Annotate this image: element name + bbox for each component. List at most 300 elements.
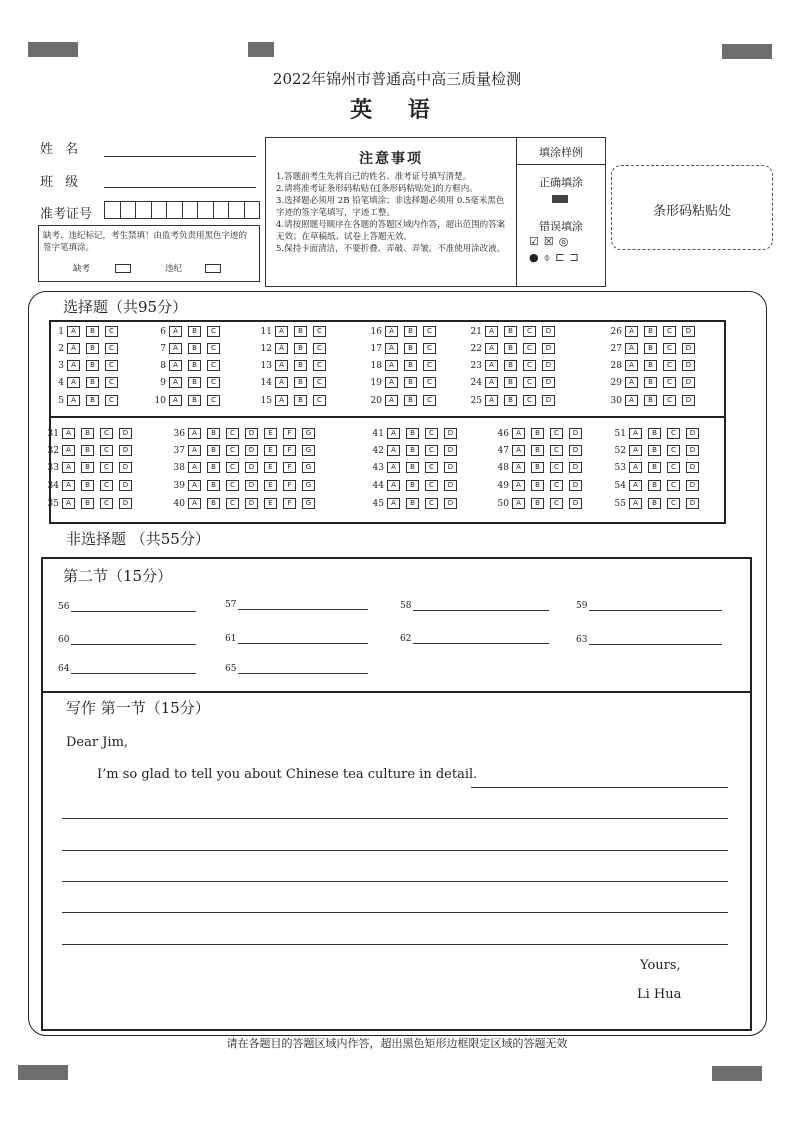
option-11-a[interactable]: A: [275, 326, 288, 337]
option-4-a[interactable]: A: [67, 377, 80, 388]
option-33-b[interactable]: B: [81, 462, 94, 473]
option-31-c[interactable]: C: [100, 428, 113, 439]
option-47-a[interactable]: A: [512, 445, 525, 456]
question-18: [368, 360, 442, 371]
option-52-d[interactable]: D: [686, 445, 699, 456]
option-22-c[interactable]: C: [523, 343, 536, 354]
question-9: [152, 377, 226, 388]
option-47-d[interactable]: D: [569, 445, 582, 456]
option-26-b[interactable]: B: [644, 326, 657, 337]
option-36-e[interactable]: E: [264, 428, 277, 439]
option-40-c[interactable]: C: [226, 498, 239, 509]
option-22-b[interactable]: B: [504, 343, 517, 354]
option-44-c[interactable]: C: [425, 480, 438, 491]
question-number: 24: [470, 377, 482, 388]
question-number: 27: [610, 343, 622, 354]
writing-line-3[interactable]: [62, 881, 728, 882]
option-14-b[interactable]: B: [294, 377, 307, 388]
question-1: [50, 326, 124, 337]
option-48-b[interactable]: B: [531, 462, 544, 473]
notice-item: 5.保持卡面清洁，不要折叠、弄破、弄皱，不准使用涂改液。: [276, 244, 506, 254]
blank-57[interactable]: 57: [225, 599, 368, 610]
option-37-g[interactable]: G: [302, 445, 315, 456]
writing-line-1[interactable]: [62, 818, 728, 819]
option-31-b[interactable]: B: [81, 428, 94, 439]
option-28-d[interactable]: D: [682, 360, 695, 371]
option-41-c[interactable]: C: [425, 428, 438, 439]
writing-line-0[interactable]: [471, 787, 728, 788]
question-number: 40: [173, 498, 185, 509]
option-8-b[interactable]: B: [188, 360, 201, 371]
question-number: 2: [58, 343, 64, 354]
option-39-g[interactable]: G: [302, 480, 315, 491]
option-53-a[interactable]: A: [629, 462, 642, 473]
option-20-a[interactable]: A: [385, 395, 398, 406]
question-22: [468, 343, 561, 354]
option-37-e[interactable]: E: [264, 445, 277, 456]
divider: [517, 164, 605, 165]
option-54-a[interactable]: A: [629, 480, 642, 491]
option-29-a[interactable]: A: [625, 377, 638, 388]
option-40-e[interactable]: E: [264, 498, 277, 509]
option-42-b[interactable]: B: [406, 445, 419, 456]
option-28-a[interactable]: A: [625, 360, 638, 371]
option-51-d[interactable]: D: [686, 428, 699, 439]
option-5-a[interactable]: A: [67, 395, 80, 406]
question-number: 33: [47, 462, 59, 473]
blank-60[interactable]: 60: [58, 634, 196, 645]
option-13-a[interactable]: A: [275, 360, 288, 371]
option-34-d[interactable]: D: [119, 480, 132, 491]
writing-box: [41, 689, 752, 1031]
question-number: 9: [160, 377, 166, 388]
option-49-a[interactable]: A: [512, 480, 525, 491]
option-27-d[interactable]: D: [682, 343, 695, 354]
option-43-b[interactable]: B: [406, 462, 419, 473]
option-40-f[interactable]: F: [283, 498, 296, 509]
question-13: [258, 360, 332, 371]
blank-59[interactable]: 59: [576, 600, 722, 611]
option-38-a[interactable]: A: [188, 462, 201, 473]
question-19: [368, 377, 442, 388]
option-21-c[interactable]: C: [523, 326, 536, 337]
option-38-f[interactable]: F: [283, 462, 296, 473]
class-field[interactable]: [104, 187, 256, 188]
option-24-b[interactable]: B: [504, 377, 517, 388]
option-35-a[interactable]: A: [62, 498, 75, 509]
option-9-b[interactable]: B: [188, 377, 201, 388]
option-52-a[interactable]: A: [629, 445, 642, 456]
option-6-c[interactable]: C: [207, 326, 220, 337]
option-43-a[interactable]: A: [387, 462, 400, 473]
option-28-b[interactable]: B: [644, 360, 657, 371]
question-number: 39: [173, 480, 185, 491]
question-14: [258, 377, 332, 388]
option-36-d[interactable]: D: [245, 428, 258, 439]
option-39-c[interactable]: C: [226, 480, 239, 491]
option-6-a[interactable]: A: [169, 326, 182, 337]
notice-item: 4.请按照题号顺序在各题的答题区域内作答，超出范围的答案无效；在草稿纸、试卷上答题无效。: [276, 220, 506, 242]
question-2: [50, 343, 124, 354]
option-10-b[interactable]: B: [188, 395, 201, 406]
option-10-a[interactable]: A: [169, 395, 182, 406]
option-5-b[interactable]: B: [86, 395, 99, 406]
option-40-g[interactable]: G: [302, 498, 315, 509]
option-52-b[interactable]: B: [648, 445, 661, 456]
option-15-b[interactable]: B: [294, 395, 307, 406]
alignment-mark-bottom-right: [712, 1066, 762, 1081]
writing-signature: Li Hua: [637, 987, 682, 1002]
absent-label: 缺考: [73, 264, 91, 274]
notice-box: [265, 137, 517, 287]
option-43-d[interactable]: D: [444, 462, 457, 473]
option-22-a[interactable]: A: [485, 343, 498, 354]
question-24: [468, 377, 561, 388]
option-23-b[interactable]: B: [504, 360, 517, 371]
option-49-b[interactable]: B: [531, 480, 544, 491]
option-28-c[interactable]: C: [663, 360, 676, 371]
option-41-b[interactable]: B: [406, 428, 419, 439]
option-13-c[interactable]: C: [313, 360, 326, 371]
option-21-a[interactable]: A: [485, 326, 498, 337]
option-44-a[interactable]: A: [387, 480, 400, 491]
option-53-c[interactable]: C: [667, 462, 680, 473]
question-number: 20: [370, 395, 382, 406]
option-26-c[interactable]: C: [663, 326, 676, 337]
question-number: 13: [260, 360, 272, 371]
id-number-boxes[interactable]: [104, 201, 260, 219]
blank-61[interactable]: 61: [225, 633, 368, 644]
option-53-b[interactable]: B: [648, 462, 661, 473]
blank-58[interactable]: 58: [400, 600, 549, 611]
option-12-c[interactable]: C: [313, 343, 326, 354]
option-24-a[interactable]: A: [485, 377, 498, 388]
option-19-a[interactable]: A: [385, 377, 398, 388]
option-45-b[interactable]: B: [406, 498, 419, 509]
option-29-b[interactable]: B: [644, 377, 657, 388]
option-46-c[interactable]: C: [550, 428, 563, 439]
option-48-c[interactable]: C: [550, 462, 563, 473]
option-23-d[interactable]: D: [542, 360, 555, 371]
option-5-c[interactable]: C: [105, 395, 118, 406]
option-16-a[interactable]: A: [385, 326, 398, 337]
option-45-d[interactable]: D: [444, 498, 457, 509]
option-31-d[interactable]: D: [119, 428, 132, 439]
option-12-b[interactable]: B: [294, 343, 307, 354]
option-29-d[interactable]: D: [682, 377, 695, 388]
option-13-b[interactable]: B: [294, 360, 307, 371]
option-15-a[interactable]: A: [275, 395, 288, 406]
option-42-d[interactable]: D: [444, 445, 457, 456]
blank-62[interactable]: 62: [400, 633, 549, 644]
option-1-b[interactable]: B: [86, 326, 99, 337]
option-41-a[interactable]: A: [387, 428, 400, 439]
option-20-b[interactable]: B: [404, 395, 417, 406]
question-36: [171, 428, 321, 439]
option-37-b[interactable]: B: [207, 445, 220, 456]
option-32-d[interactable]: D: [119, 445, 132, 456]
option-9-c[interactable]: C: [207, 377, 220, 388]
option-55-b[interactable]: B: [648, 498, 661, 509]
choice-section-title: 选择题（共95分）: [63, 298, 188, 316]
option-7-c[interactable]: C: [207, 343, 220, 354]
barcode-label: 条形码粘贴处: [652, 204, 731, 219]
option-17-c[interactable]: C: [423, 343, 436, 354]
option-8-c[interactable]: C: [207, 360, 220, 371]
option-54-d[interactable]: D: [686, 480, 699, 491]
option-37-c[interactable]: C: [226, 445, 239, 456]
notice-item: 1.答题前考生先将自己的姓名、准考证号填写清楚。: [276, 172, 472, 182]
option-30-b[interactable]: B: [644, 395, 657, 406]
option-11-b[interactable]: B: [294, 326, 307, 337]
option-17-a[interactable]: A: [385, 343, 398, 354]
option-39-b[interactable]: B: [207, 480, 220, 491]
option-32-b[interactable]: B: [81, 445, 94, 456]
option-39-d[interactable]: D: [245, 480, 258, 491]
option-54-b[interactable]: B: [648, 480, 661, 491]
option-37-a[interactable]: A: [188, 445, 201, 456]
question-45: [370, 498, 463, 509]
option-16-c[interactable]: C: [423, 326, 436, 337]
option-18-a[interactable]: A: [385, 360, 398, 371]
question-number: 31: [47, 428, 59, 439]
option-4-c[interactable]: C: [105, 377, 118, 388]
option-33-a[interactable]: A: [62, 462, 75, 473]
option-36-f[interactable]: F: [283, 428, 296, 439]
option-23-a[interactable]: A: [485, 360, 498, 371]
option-7-a[interactable]: A: [169, 343, 182, 354]
option-11-c[interactable]: C: [313, 326, 326, 337]
option-38-g[interactable]: G: [302, 462, 315, 473]
option-37-f[interactable]: F: [283, 445, 296, 456]
option-17-b[interactable]: B: [404, 343, 417, 354]
option-36-b[interactable]: B: [207, 428, 220, 439]
option-48-d[interactable]: D: [569, 462, 582, 473]
option-48-a[interactable]: A: [512, 462, 525, 473]
option-34-a[interactable]: A: [62, 480, 75, 491]
option-20-c[interactable]: C: [423, 395, 436, 406]
writing-line-4[interactable]: [62, 912, 728, 913]
option-51-c[interactable]: C: [667, 428, 680, 439]
option-10-c[interactable]: C: [207, 395, 220, 406]
option-32-c[interactable]: C: [100, 445, 113, 456]
option-1-a[interactable]: A: [67, 326, 80, 337]
option-33-c[interactable]: C: [100, 462, 113, 473]
option-14-c[interactable]: C: [313, 377, 326, 388]
question-number: 53: [614, 462, 626, 473]
blank-63[interactable]: 63: [576, 634, 722, 645]
option-25-b[interactable]: B: [504, 395, 517, 406]
option-27-b[interactable]: B: [644, 343, 657, 354]
option-35-b[interactable]: B: [81, 498, 94, 509]
option-34-c[interactable]: C: [100, 480, 113, 491]
option-21-d[interactable]: D: [542, 326, 555, 337]
question-49: [495, 480, 588, 491]
question-number: 47: [497, 445, 509, 456]
writing-line-5[interactable]: [62, 944, 728, 945]
option-25-d[interactable]: D: [542, 395, 555, 406]
question-number: 6: [160, 326, 166, 337]
option-38-b[interactable]: B: [207, 462, 220, 473]
option-7-b[interactable]: B: [188, 343, 201, 354]
option-3-c[interactable]: C: [105, 360, 118, 371]
option-54-c[interactable]: C: [667, 480, 680, 491]
fill-sample-box: [516, 137, 606, 287]
question-number: 44: [372, 480, 384, 491]
option-26-d[interactable]: D: [682, 326, 695, 337]
option-55-d[interactable]: D: [686, 498, 699, 509]
option-45-c[interactable]: C: [425, 498, 438, 509]
option-23-c[interactable]: C: [523, 360, 536, 371]
question-number: 23: [470, 360, 482, 371]
writing-line-2[interactable]: [62, 850, 728, 851]
option-19-c[interactable]: C: [423, 377, 436, 388]
option-26-a[interactable]: A: [625, 326, 638, 337]
option-55-c[interactable]: C: [667, 498, 680, 509]
question-7: [152, 343, 226, 354]
option-55-a[interactable]: A: [629, 498, 642, 509]
option-25-a[interactable]: A: [485, 395, 498, 406]
option-2-a[interactable]: A: [67, 343, 80, 354]
option-30-c[interactable]: C: [663, 395, 676, 406]
option-43-c[interactable]: C: [425, 462, 438, 473]
checked-box-icon: ☑: [529, 235, 544, 248]
option-2-c[interactable]: C: [105, 343, 118, 354]
notice-item: 2.请将准考证条形码粘贴在[条形码粘贴处]的方框内。: [276, 184, 478, 194]
option-40-b[interactable]: B: [207, 498, 220, 509]
option-35-d[interactable]: D: [119, 498, 132, 509]
option-44-d[interactable]: D: [444, 480, 457, 491]
question-number: 29: [610, 377, 622, 388]
option-41-d[interactable]: D: [444, 428, 457, 439]
option-4-b[interactable]: B: [86, 377, 99, 388]
option-34-b[interactable]: B: [81, 480, 94, 491]
question-39: [171, 480, 321, 491]
nonchoice-section-title: 非选择题 （共55分）: [66, 530, 210, 548]
option-16-b[interactable]: B: [404, 326, 417, 337]
option-46-a[interactable]: A: [512, 428, 525, 439]
option-37-d[interactable]: D: [245, 445, 258, 456]
violation-label: 违纪: [165, 264, 183, 274]
option-27-c[interactable]: C: [663, 343, 676, 354]
option-31-a[interactable]: A: [62, 428, 75, 439]
option-52-c[interactable]: C: [667, 445, 680, 456]
question-37: [171, 445, 321, 456]
option-24-d[interactable]: D: [542, 377, 555, 388]
absent-checkbox[interactable]: [115, 264, 131, 273]
question-46: [495, 428, 588, 439]
option-36-g[interactable]: G: [302, 428, 315, 439]
option-1-c[interactable]: C: [105, 326, 118, 337]
option-22-d[interactable]: D: [542, 343, 555, 354]
option-14-a[interactable]: A: [275, 377, 288, 388]
question-20: [368, 395, 442, 406]
option-30-d[interactable]: D: [682, 395, 695, 406]
option-40-a[interactable]: A: [188, 498, 201, 509]
option-53-d[interactable]: D: [686, 462, 699, 473]
absence-box: [38, 225, 260, 282]
blank-65[interactable]: 65: [225, 663, 368, 674]
option-38-d[interactable]: D: [245, 462, 258, 473]
option-18-c[interactable]: C: [423, 360, 436, 371]
question-47: [495, 445, 588, 456]
option-12-a[interactable]: A: [275, 343, 288, 354]
option-25-c[interactable]: C: [523, 395, 536, 406]
option-49-d[interactable]: D: [569, 480, 582, 491]
wrong-fill-marks-row1: [529, 235, 573, 248]
option-35-c[interactable]: C: [100, 498, 113, 509]
option-39-e[interactable]: E: [264, 480, 277, 491]
option-50-a[interactable]: A: [512, 498, 525, 509]
option-46-d[interactable]: D: [569, 428, 582, 439]
blank-56[interactable]: 56: [58, 601, 196, 612]
option-38-c[interactable]: C: [226, 462, 239, 473]
name-field[interactable]: [104, 156, 256, 157]
question-6: [152, 326, 226, 337]
alignment-mark-top-left: [28, 42, 78, 57]
option-39-f[interactable]: F: [283, 480, 296, 491]
option-51-b[interactable]: B: [648, 428, 661, 439]
option-44-b[interactable]: B: [406, 480, 419, 491]
option-19-b[interactable]: B: [404, 377, 417, 388]
option-15-c[interactable]: C: [313, 395, 326, 406]
option-36-a[interactable]: A: [188, 428, 201, 439]
option-39-a[interactable]: A: [188, 480, 201, 491]
option-3-a[interactable]: A: [67, 360, 80, 371]
question-number: 35: [47, 498, 59, 509]
option-47-b[interactable]: B: [531, 445, 544, 456]
option-3-b[interactable]: B: [86, 360, 99, 371]
option-45-a[interactable]: A: [387, 498, 400, 509]
question-number: 54: [614, 480, 626, 491]
option-18-b[interactable]: B: [404, 360, 417, 371]
option-2-b[interactable]: B: [86, 343, 99, 354]
option-50-b[interactable]: B: [531, 498, 544, 509]
option-42-a[interactable]: A: [387, 445, 400, 456]
option-27-a[interactable]: A: [625, 343, 638, 354]
question-5: [50, 395, 124, 406]
blank-64[interactable]: 64: [58, 663, 196, 674]
exam-title: 2022年锦州市普通高中高三质量检测: [272, 70, 522, 88]
option-38-e[interactable]: E: [264, 462, 277, 473]
option-49-c[interactable]: C: [550, 480, 563, 491]
option-46-b[interactable]: B: [531, 428, 544, 439]
option-50-d[interactable]: D: [569, 498, 582, 509]
option-51-a[interactable]: A: [629, 428, 642, 439]
footer-note: 请在各题目的答题区域内作答，超出黑色矩形边框限定区域的答题无效: [226, 1037, 568, 1050]
question-27: [608, 343, 701, 354]
absence-note: 缺考、违纪标记，考生禁填！由监考负责用黑色字迹的签字笔填涂。: [43, 231, 248, 253]
option-6-b[interactable]: B: [188, 326, 201, 337]
option-33-d[interactable]: D: [119, 462, 132, 473]
notice-item: 3.选择题必须用 2B 铅笔填涂；非选择题必须用 0.5毫米黑色字迹的签字笔填写，字迹工整。: [276, 196, 505, 218]
violation-checkbox[interactable]: [205, 264, 221, 273]
option-24-c[interactable]: C: [523, 377, 536, 388]
question-number: 11: [260, 326, 272, 337]
option-47-c[interactable]: C: [550, 445, 563, 456]
option-42-c[interactable]: C: [425, 445, 438, 456]
option-29-c[interactable]: C: [663, 377, 676, 388]
option-8-a[interactable]: A: [169, 360, 182, 371]
option-21-b[interactable]: B: [504, 326, 517, 337]
option-50-c[interactable]: C: [550, 498, 563, 509]
question-23: [468, 360, 561, 371]
option-9-a[interactable]: A: [169, 377, 182, 388]
option-30-a[interactable]: A: [625, 395, 638, 406]
option-36-c[interactable]: C: [226, 428, 239, 439]
option-40-d[interactable]: D: [245, 498, 258, 509]
option-32-a[interactable]: A: [62, 445, 75, 456]
